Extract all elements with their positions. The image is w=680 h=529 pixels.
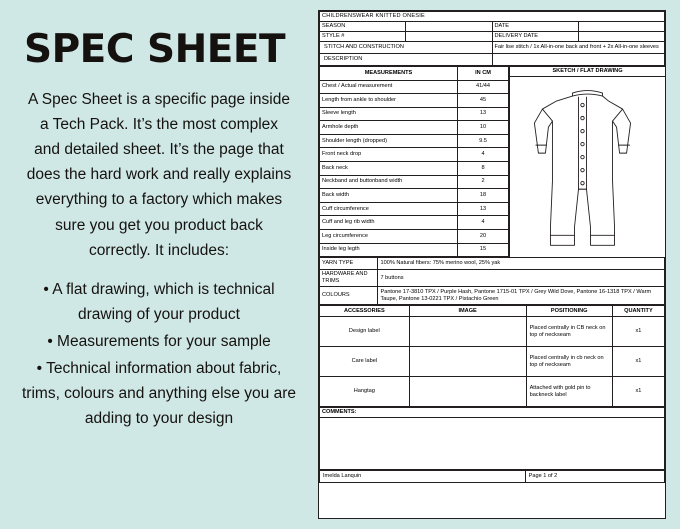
sheet-header-table <box>319 11 665 66</box>
measurement-name: Cuff and leg rib width <box>320 216 458 230</box>
table-row <box>320 175 509 189</box>
measurement-value: 13 <box>458 202 509 216</box>
table-row <box>320 121 509 135</box>
accessory-name: Design label <box>320 317 410 347</box>
style-number-label: STYLE # <box>320 31 406 41</box>
accessory-quantity: x1 <box>612 377 664 407</box>
table-row <box>320 347 665 377</box>
table-row <box>320 377 665 407</box>
list-item: • A flat drawing, which is technical drawing of your product <box>43 280 275 323</box>
measurement-value: 15 <box>458 243 509 257</box>
accessories-table <box>319 305 665 407</box>
sketch-header: SKETCH / FLAT DRAWING <box>510 67 665 77</box>
positioning-header: POSITIONING <box>526 306 612 317</box>
footer-page-number: Page 1 of 2 <box>525 471 664 483</box>
measurement-value: 20 <box>458 230 509 244</box>
list-item: • Technical information about fabric, trims, colours and anything else you are adding to your design <box>22 360 296 428</box>
comments-value[interactable] <box>320 418 665 470</box>
table-row <box>320 134 509 148</box>
measurements-column <box>319 66 509 257</box>
measurement-value: 45 <box>458 94 509 108</box>
measurement-name: Sleeve length <box>320 107 458 121</box>
accessories-header: ACCESSORIES <box>320 306 410 317</box>
accessory-name: Hangtag <box>320 377 410 407</box>
measurement-name: Leg circumference <box>320 230 458 244</box>
comments-table <box>319 407 665 470</box>
measurements-unit-header: IN CM <box>458 66 509 80</box>
table-row <box>320 80 509 94</box>
quantity-header: QUANTITY <box>612 306 664 317</box>
intro-panel <box>0 0 318 529</box>
description-label: DESCRIPTION <box>320 53 493 65</box>
measurement-value: 10 <box>458 121 509 135</box>
accessory-positioning: Placed centrally in CB neck on top of neckseam <box>526 317 612 347</box>
spec-sheet-document <box>318 10 666 519</box>
accessory-positioning: Placed centrally in cb neck on top of neckseam <box>526 347 612 377</box>
footer-author: Imelda Lanquin <box>320 471 526 483</box>
measurement-value: 4 <box>458 216 509 230</box>
table-row <box>320 162 509 176</box>
image-header: IMAGE <box>409 306 526 317</box>
hardware-trims-value: 7 buttons <box>378 270 665 287</box>
table-row <box>320 230 509 244</box>
measurement-value: 18 <box>458 189 509 203</box>
sheet-title: CHILDRENSWEAR KNITTED ONESIE <box>320 12 665 22</box>
measurement-name: Back width <box>320 189 458 203</box>
measurement-value: 8 <box>458 162 509 176</box>
accessory-image <box>409 347 526 377</box>
table-row <box>320 148 509 162</box>
table-row <box>320 94 509 108</box>
measurement-name: Armhole depth <box>320 121 458 135</box>
measurements-and-sketch <box>319 66 665 257</box>
delivery-date-value[interactable] <box>578 31 664 41</box>
measurement-name: Neckband and buttonband width <box>320 175 458 189</box>
comments-label: COMMENTS: <box>320 408 665 418</box>
accessory-quantity: x1 <box>612 317 664 347</box>
sketch-column <box>509 66 665 257</box>
list-item: • Measurements for your sample <box>47 332 271 350</box>
date-label: DATE <box>492 21 578 31</box>
measurement-name: Front neck drop <box>320 148 458 162</box>
stitch-construction-label: STITCH AND CONSTRUCTION <box>320 41 493 53</box>
measurement-name: Chest / Actual measurement <box>320 80 458 94</box>
date-value[interactable] <box>578 21 664 31</box>
table-row <box>320 107 509 121</box>
table-row <box>320 317 665 347</box>
page-title: SPEC SHEET <box>24 27 286 72</box>
table-row <box>320 202 509 216</box>
measurement-name: Shoulder length (dropped) <box>320 134 458 148</box>
measurement-value: 41/44 <box>458 80 509 94</box>
stitch-construction-value: Fair lise stitch / 1x All-in-one back and front + 2x All-in-one sleeves <box>492 41 665 53</box>
measurement-value: 2 <box>458 175 509 189</box>
accessory-image <box>409 377 526 407</box>
yarn-type-label: YARN TYPE <box>320 258 378 270</box>
accessory-name: Care label <box>320 347 410 377</box>
measurement-name: Back neck <box>320 162 458 176</box>
yarn-type-value: 100% Natural fibers: 75% merino wool, 25% yak <box>378 258 665 270</box>
measurement-name: Inside leg legth <box>320 243 458 257</box>
measurement-name: Length from ankle to shoulder <box>320 94 458 108</box>
measurement-value: 4 <box>458 148 509 162</box>
hardware-trims-label: HARDWARE AND TRIMS <box>320 270 378 287</box>
table-row <box>320 189 509 203</box>
colours-label: COLOURS <box>320 287 378 305</box>
season-label: SEASON <box>320 21 406 31</box>
season-value[interactable] <box>406 21 492 31</box>
accessory-image <box>409 317 526 347</box>
description-value[interactable] <box>492 53 665 65</box>
accessory-quantity: x1 <box>612 347 664 377</box>
onesie-flat-drawing-icon <box>510 77 665 257</box>
measurement-value: 13 <box>458 107 509 121</box>
style-number-value[interactable] <box>406 31 492 41</box>
footer-table <box>319 470 665 483</box>
measurements-table <box>319 66 509 257</box>
colours-value: Pantone 17-3810 TPX / Purple Hash, Pantone 1715-01 TPX / Grey Wild Dove, Pantone 16-1318 TPX / Warm Taupe, Pantone 13-0221 TPX / Pistachio Green <box>378 287 665 305</box>
measurement-value: 9.5 <box>458 134 509 148</box>
table-row <box>320 216 509 230</box>
sketch-area <box>510 77 665 257</box>
measurements-header: MEASUREMENTS <box>320 66 458 80</box>
measurement-name: Cuff circumference <box>320 202 458 216</box>
accessory-positioning: Attached with gold pin to backneck label <box>526 377 612 407</box>
intro-bullet-list <box>20 277 298 432</box>
intro-paragraph: A Spec Sheet is a specific page inside a Tech Pack. It’s the most complex and detailed sheet. It’s the page that does the hard work and really explains everything to a factory which makes sure you get you product back correctly. It includes: <box>26 91 292 259</box>
materials-table <box>319 257 665 305</box>
delivery-date-label: DELIVERY DATE <box>492 31 578 41</box>
table-row <box>320 243 509 257</box>
